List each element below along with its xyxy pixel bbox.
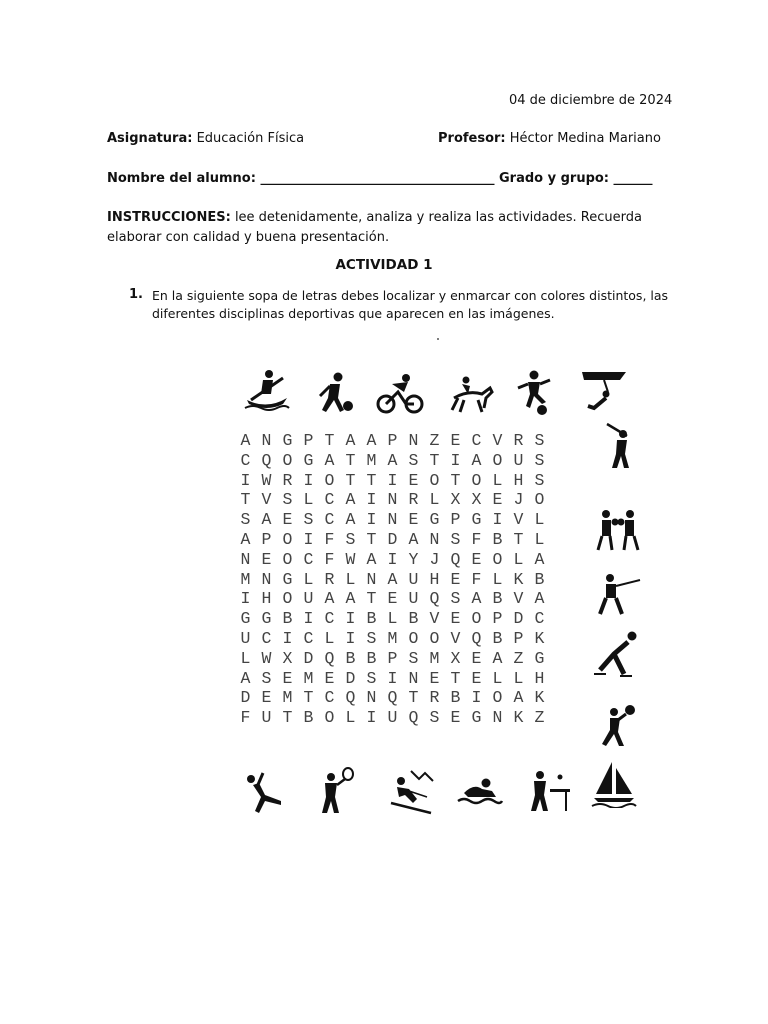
subject-value: Educación Física [196, 131, 305, 146]
grid-letter: O [282, 589, 293, 609]
grid-letter: N [240, 549, 251, 569]
student-line: Nombre del alumno: ____________________________________ Grado y grupo: ______ [107, 171, 653, 186]
grid-letter: T [513, 529, 524, 549]
grid-letter: L [513, 549, 524, 569]
grid-letter: G [471, 510, 482, 530]
skiing-icon [387, 767, 435, 815]
grid-letter: G [261, 609, 272, 629]
equestrian-icon [448, 372, 496, 420]
grid-letter: S [534, 431, 545, 450]
kayak-icon [243, 366, 291, 414]
grid-letter: C [303, 628, 314, 648]
grid-letter: I [450, 450, 461, 470]
grid-letter: G [282, 431, 293, 450]
word-search-grid [235, 431, 587, 728]
grid-letter: U [387, 708, 398, 728]
grid-letter: R [408, 490, 419, 510]
grid-row [235, 708, 587, 728]
grid-letter: F [471, 569, 482, 589]
grid-letter: V [429, 609, 440, 629]
grid-letter: A [345, 510, 356, 530]
grid-letter: O [324, 708, 335, 728]
grid-row [235, 490, 587, 510]
grid-letter: C [324, 609, 335, 629]
grid-row [235, 431, 587, 451]
grid-letter: R [513, 431, 524, 450]
grid-letter: U [408, 589, 419, 609]
grid-letter: R [282, 470, 293, 490]
grid-letter: G [282, 569, 293, 589]
hang-gliding-icon [580, 368, 628, 416]
grid-letter: Q [261, 450, 272, 470]
fencing-icon [594, 568, 642, 616]
item-number: 1. [129, 287, 143, 302]
grid-letter: Q [324, 648, 335, 668]
grid-letter: M [387, 628, 398, 648]
grid-row [235, 629, 587, 649]
grid-letter: B [408, 609, 419, 629]
grid-letter: P [387, 431, 398, 450]
date: 04 de diciembre de 2024 [509, 93, 673, 108]
grid-letter: T [450, 668, 461, 688]
grid-letter: X [282, 648, 293, 668]
grid-letter: S [450, 529, 461, 549]
grid-letter: L [324, 628, 335, 648]
grid-letter: J [429, 549, 440, 569]
grid-letter: F [324, 529, 335, 549]
grid-letter: U [408, 569, 419, 589]
grid-letter: S [240, 510, 251, 530]
grid-letter: A [366, 431, 377, 450]
grid-letter: S [282, 490, 293, 510]
grid-letter: A [387, 569, 398, 589]
grid-letter: N [387, 510, 398, 530]
grid-letter: S [366, 668, 377, 688]
grid-letter: O [471, 609, 482, 629]
grid-letter: I [471, 688, 482, 708]
grid-letter: B [450, 688, 461, 708]
grid-letter: M [303, 668, 314, 688]
grid-letter: K [513, 708, 524, 728]
grid-letter: A [324, 589, 335, 609]
grid-letter: T [345, 450, 356, 470]
grid-row [235, 589, 587, 609]
grid-letter: H [513, 470, 524, 490]
grid-letter: E [324, 668, 335, 688]
grid-letter: H [534, 668, 545, 688]
grid-letter: J [513, 490, 524, 510]
grid-letter: I [240, 589, 251, 609]
grid-letter: A [324, 450, 335, 470]
grid-letter: E [492, 490, 503, 510]
grid-letter: I [387, 470, 398, 490]
grid-letter: L [534, 510, 545, 530]
grid-letter: A [387, 450, 398, 470]
grid-letter: S [534, 450, 545, 470]
grid-letter: F [240, 708, 251, 728]
grid-letter: C [261, 628, 272, 648]
grid-letter: S [408, 648, 419, 668]
grid-letter: C [534, 609, 545, 629]
grid-letter: T [324, 431, 335, 450]
grid-letter: B [492, 529, 503, 549]
grid-letter: N [261, 569, 272, 589]
grid-letter: T [450, 470, 461, 490]
grid-letter: Q [471, 628, 482, 648]
grid-letter: W [261, 470, 272, 490]
grid-letter: L [429, 490, 440, 510]
grid-letter: O [471, 470, 482, 490]
grid-letter: I [345, 609, 356, 629]
grid-letter: O [282, 529, 293, 549]
grid-letter: X [450, 490, 461, 510]
grid-letter: I [366, 708, 377, 728]
grid-letter: G [240, 609, 251, 629]
grid-letter: V [513, 589, 524, 609]
grid-letter: O [492, 549, 503, 569]
grid-letter: S [429, 708, 440, 728]
grid-letter: D [345, 668, 356, 688]
grid-letter: T [408, 688, 419, 708]
grid-letter: E [408, 510, 419, 530]
grid-letter: C [324, 510, 335, 530]
grid-letter: X [450, 648, 461, 668]
grid-letter: A [513, 688, 524, 708]
grid-letter: S [408, 450, 419, 470]
grid-letter: E [408, 470, 419, 490]
grid-letter: G [534, 648, 545, 668]
grid-letter: Y [408, 549, 419, 569]
grid-letter: O [282, 549, 293, 569]
grid-letter: G [429, 510, 440, 530]
grid-letter: T [345, 470, 356, 490]
grid-letter: A [408, 529, 419, 549]
grid-letter: I [303, 609, 314, 629]
grid-letter: I [366, 490, 377, 510]
grid-letter: M [429, 648, 440, 668]
grid-letter: T [366, 529, 377, 549]
grid-letter: A [240, 668, 251, 688]
grid-letter: M [282, 688, 293, 708]
grid-letter: E [450, 708, 461, 728]
activity-title: ACTIVIDAD 1 [335, 257, 433, 273]
grid-row [235, 530, 587, 550]
grid-letter: V [450, 628, 461, 648]
skating-icon [592, 630, 640, 678]
grid-letter: B [492, 589, 503, 609]
grid-letter: D [513, 609, 524, 629]
grid-letter: E [429, 668, 440, 688]
grid-letter: V [492, 431, 503, 450]
grid-letter: T [366, 470, 377, 490]
grid-letter: B [534, 569, 545, 589]
grid-letter: L [303, 569, 314, 589]
grid-letter: K [534, 688, 545, 708]
grid-row [235, 510, 587, 530]
grid-letter: O [492, 688, 503, 708]
grid-letter: E [450, 431, 461, 450]
grid-letter: P [450, 510, 461, 530]
grid-letter: N [366, 569, 377, 589]
grid-letter: N [492, 708, 503, 728]
grid-letter: B [282, 609, 293, 629]
grid-letter: L [534, 529, 545, 549]
grid-letter: Z [429, 431, 440, 450]
grid-letter: I [387, 549, 398, 569]
teacher-value: Héctor Medina Mariano [509, 131, 661, 146]
grid-letter: E [450, 569, 461, 589]
grid-row [235, 669, 587, 689]
grid-letter: S [366, 628, 377, 648]
grid-letter: I [282, 628, 293, 648]
grid-row [235, 550, 587, 570]
grid-letter: B [366, 609, 377, 629]
grid-letter: B [366, 648, 377, 668]
grid-letter: I [303, 529, 314, 549]
teacher [438, 131, 661, 146]
grid-letter: A [240, 529, 251, 549]
grid-letter: M [366, 450, 377, 470]
grid-letter: C [471, 431, 482, 450]
grid-letter: L [240, 648, 251, 668]
grid-letter: L [513, 668, 524, 688]
grid-letter: T [366, 589, 377, 609]
grid-letter: S [261, 668, 272, 688]
item-text: En la siguiente sopa de letras debes localizar y enmarcar con colores distintos, las diferentes disciplinas deportivas que aparecen en las imágenes. [152, 288, 669, 321]
instructions-text: lee detenidamente, analiza y realiza las actividades. Recuerda elaborar con calidad y buena presentación. [107, 210, 642, 245]
grid-letter: T [240, 490, 251, 510]
grid-letter: L [345, 569, 356, 589]
grid-letter: E [261, 688, 272, 708]
golf-icon [597, 422, 645, 470]
grid-letter: A [366, 549, 377, 569]
grid-letter: I [492, 510, 503, 530]
grid-letter: V [261, 490, 272, 510]
grid-letter: L [492, 668, 503, 688]
grid-letter: R [429, 688, 440, 708]
grid-letter: E [261, 549, 272, 569]
grid-row [235, 471, 587, 491]
grid-letter: P [387, 648, 398, 668]
grid-letter: O [534, 490, 545, 510]
grid-letter: K [534, 628, 545, 648]
grid-letter: L [387, 609, 398, 629]
grid-letter: U [303, 589, 314, 609]
grid-letter: K [513, 569, 524, 589]
grid-letter: T [282, 708, 293, 728]
grid-letter: N [366, 688, 377, 708]
grid-letter: O [324, 470, 335, 490]
boxing-icon [594, 506, 642, 554]
grid-letter: H [429, 569, 440, 589]
grid-letter: P [513, 628, 524, 648]
grid-letter: D [387, 529, 398, 549]
karate-icon [241, 767, 289, 815]
grid-letter: A [534, 589, 545, 609]
grid-letter: C [240, 450, 251, 470]
grid-letter: A [345, 431, 356, 450]
grid-letter: F [324, 549, 335, 569]
soccer-icon [512, 368, 560, 416]
grid-letter: O [282, 450, 293, 470]
instructions [107, 208, 667, 248]
grid-letter: S [534, 470, 545, 490]
grid-letter: A [345, 589, 356, 609]
grid-letter: B [345, 648, 356, 668]
grid-letter: T [429, 450, 440, 470]
instructions-label: INSTRUCCIONES: [107, 210, 231, 225]
grid-letter: T [303, 688, 314, 708]
grid-letter: H [261, 589, 272, 609]
grid-letter: I [366, 510, 377, 530]
grid-letter: C [324, 490, 335, 510]
grid-letter: R [324, 569, 335, 589]
grid-letter: L [492, 569, 503, 589]
grid-letter: O [429, 470, 440, 490]
grid-letter: G [303, 450, 314, 470]
grid-letter: S [450, 589, 461, 609]
grid-row [235, 570, 587, 590]
grid-letter: P [261, 529, 272, 549]
bowling-icon [308, 370, 356, 418]
grid-letter: L [345, 708, 356, 728]
grid-letter: W [261, 648, 272, 668]
grid-letter: E [282, 510, 293, 530]
cycling-icon [376, 370, 424, 418]
grid-letter: A [345, 490, 356, 510]
grid-letter: X [471, 490, 482, 510]
grid-row [235, 688, 587, 708]
grid-letter: E [450, 609, 461, 629]
grid-letter: N [429, 529, 440, 549]
grid-row [235, 649, 587, 669]
grid-row [235, 451, 587, 471]
grid-letter: B [303, 708, 314, 728]
grid-letter: M [240, 569, 251, 589]
grid-letter: U [261, 708, 272, 728]
grid-letter: C [303, 549, 314, 569]
volleyball-icon [594, 702, 642, 750]
sailing-icon [590, 760, 638, 808]
grid-letter: I [387, 668, 398, 688]
grid-letter: A [471, 589, 482, 609]
grid-letter: N [261, 431, 272, 450]
grid-letter: U [240, 628, 251, 648]
grid-letter: P [303, 431, 314, 450]
grid-letter: S [303, 510, 314, 530]
grid-letter: A [534, 549, 545, 569]
grid-letter: O [429, 628, 440, 648]
grid-letter: O [492, 450, 503, 470]
grid-letter: G [471, 708, 482, 728]
grid-letter: B [492, 628, 503, 648]
grid-letter: A [492, 648, 503, 668]
grid-letter: E [471, 648, 482, 668]
grid-letter: L [492, 470, 503, 490]
grid-letter: Q [408, 708, 419, 728]
grid-letter: E [282, 668, 293, 688]
tennis-icon [313, 767, 361, 815]
grid-letter: A [240, 431, 251, 450]
subject-label: Asignatura: [107, 131, 193, 146]
grid-letter: E [471, 549, 482, 569]
grid-letter: N [387, 490, 398, 510]
grid-letter: O [408, 628, 419, 648]
grid-letter: A [471, 450, 482, 470]
teacher-label: Profesor: [438, 131, 506, 146]
grid-letter: Q [387, 688, 398, 708]
grid-letter: W [345, 549, 356, 569]
table-tennis-icon [526, 767, 574, 815]
grid-letter: E [471, 668, 482, 688]
grid-letter: A [261, 510, 272, 530]
grid-row [235, 609, 587, 629]
grid-letter: Z [513, 648, 524, 668]
grid-letter: N [408, 668, 419, 688]
subject [107, 131, 304, 146]
grid-letter: L [303, 490, 314, 510]
grid-letter: Q [450, 549, 461, 569]
grid-letter: N [408, 431, 419, 450]
grid-letter: E [387, 589, 398, 609]
grid-letter: Z [534, 708, 545, 728]
grid-letter: I [345, 628, 356, 648]
grid-letter: U [513, 450, 524, 470]
grid-letter: D [240, 688, 251, 708]
grid-letter: V [513, 510, 524, 530]
grid-letter: F [471, 529, 482, 549]
stray-dot [437, 338, 439, 340]
grid-letter: D [303, 648, 314, 668]
grid-letter: P [492, 609, 503, 629]
grid-letter: Q [345, 688, 356, 708]
grid-letter: S [345, 529, 356, 549]
grid-letter: I [240, 470, 251, 490]
grid-letter: Q [429, 589, 440, 609]
swimming-icon [456, 767, 504, 815]
grid-letter: I [303, 470, 314, 490]
grid-letter: C [324, 688, 335, 708]
